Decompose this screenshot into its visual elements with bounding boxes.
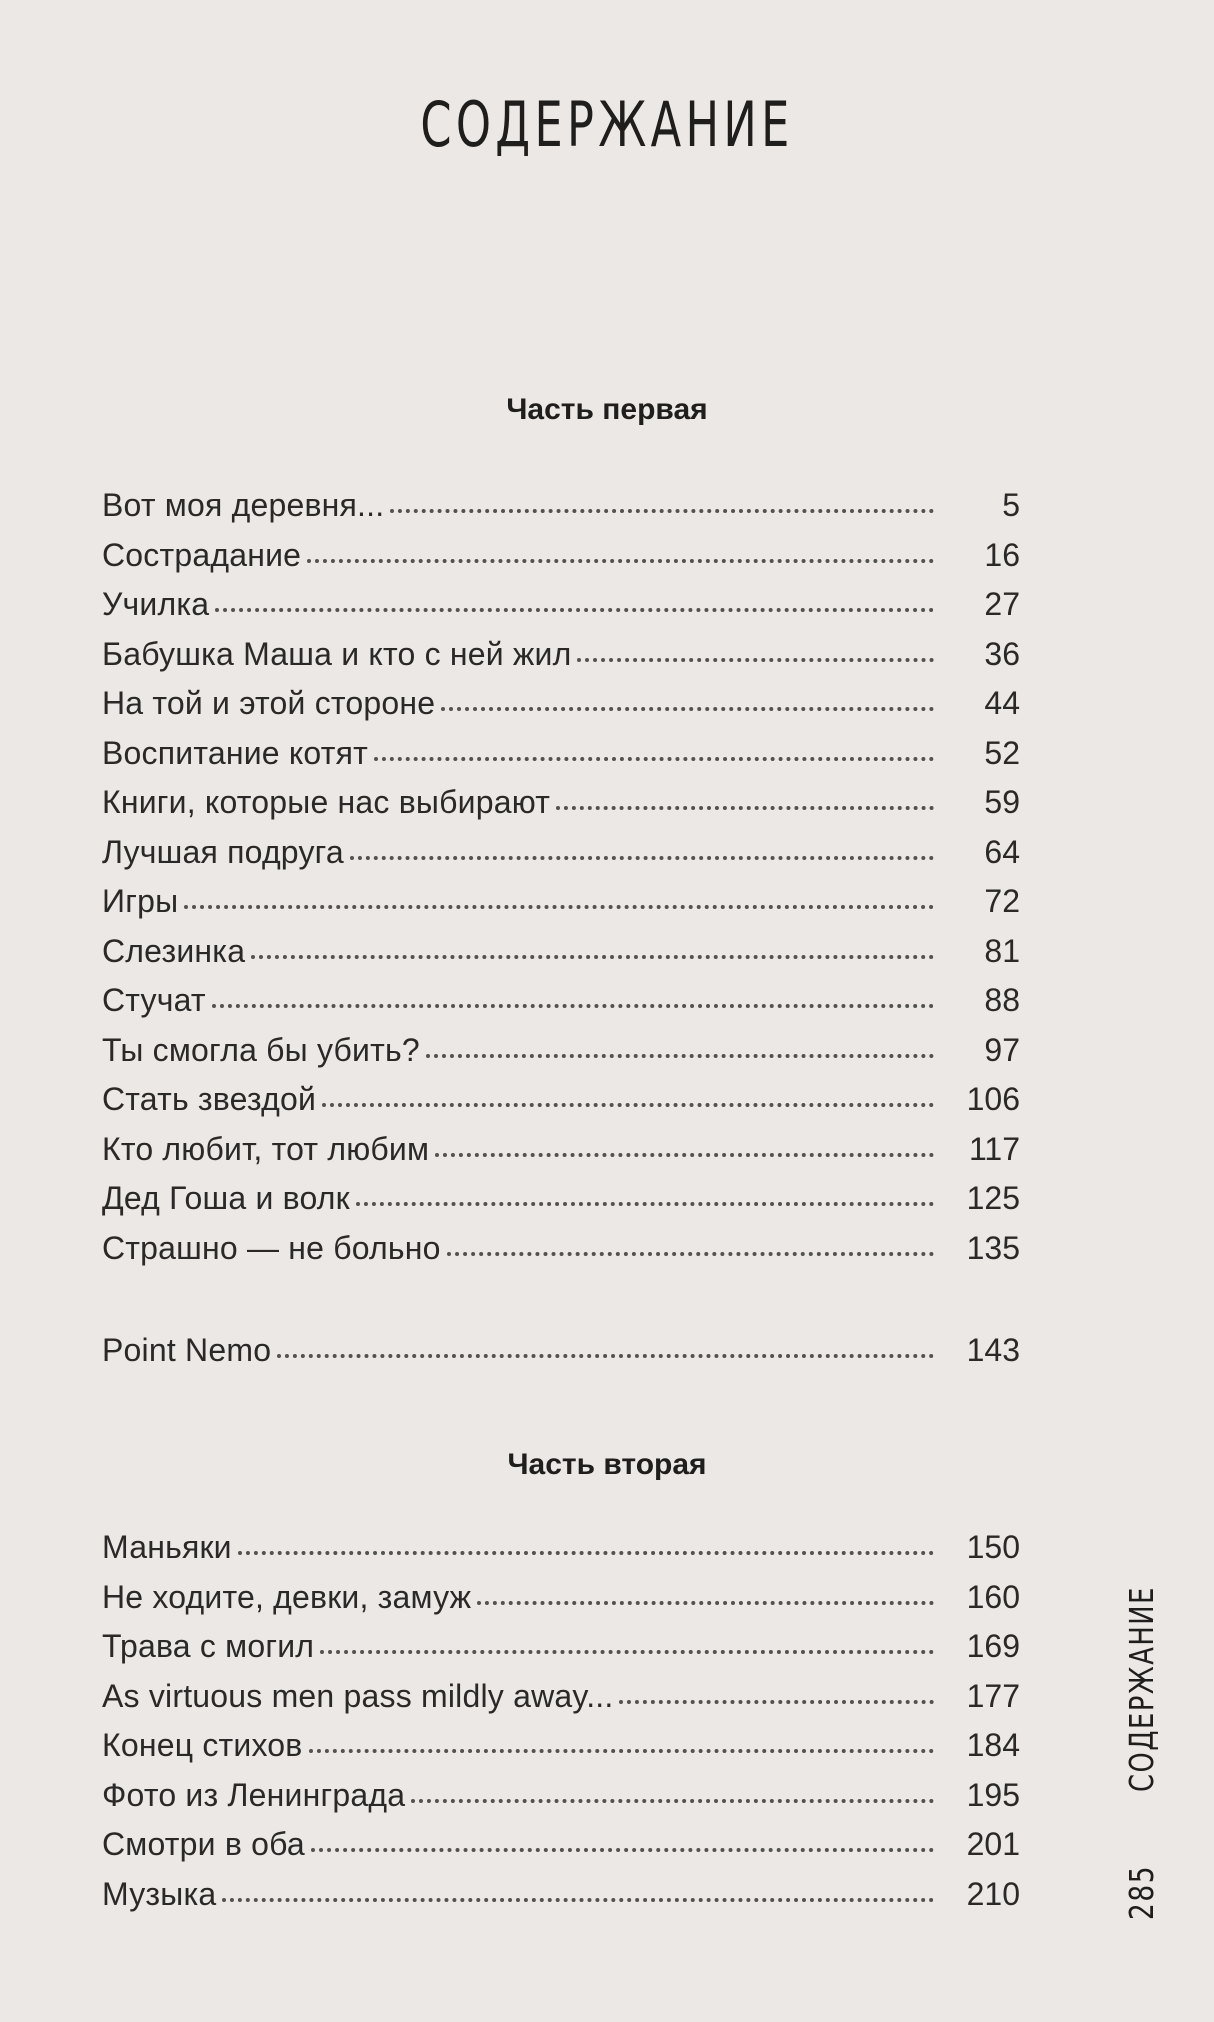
toc-entry[interactable]: [102, 1870, 1020, 1920]
toc-entry-title: Лучшая подруга: [102, 833, 344, 870]
toc-entry-title: As virtuous men pass mildly away...: [102, 1677, 614, 1714]
toc-entry[interactable]: [102, 630, 1020, 680]
page-title: СОДЕРЖАНИЕ: [420, 88, 794, 161]
toc-entry-title: Конец стихов: [102, 1727, 303, 1763]
toc-entry[interactable]: [102, 976, 1020, 1026]
toc-entry[interactable]: [102, 1224, 1020, 1274]
dot-leader: [320, 1640, 934, 1654]
toc-entry-page: 27: [984, 586, 1020, 622]
toc-entry-page: 88: [984, 982, 1020, 1018]
dot-leader: [577, 648, 934, 662]
dot-leader: [411, 1789, 934, 1803]
dot-leader: [356, 1192, 934, 1206]
dot-leader: [222, 1888, 934, 1902]
toc-entry-page: 16: [984, 536, 1020, 573]
toc-entry-page: 135: [966, 1229, 1020, 1266]
toc-entry[interactable]: [102, 1771, 1020, 1821]
toc-entry-title: Смотри в оба: [102, 1826, 305, 1862]
part-two-heading: Часть вторая: [507, 1448, 707, 1481]
toc-entry-title: Не ходите, девки, замуж: [102, 1578, 472, 1615]
toc-entry-title: Сострадание: [102, 536, 302, 573]
toc-entry[interactable]: [102, 1026, 1020, 1076]
dot-leader: [309, 1739, 935, 1753]
dot-leader: [251, 945, 934, 959]
toc-entry[interactable]: [102, 679, 1020, 729]
toc-entry-page: 201: [966, 1826, 1020, 1862]
toc-entry-page: 36: [984, 635, 1020, 672]
dot-leader: [390, 499, 934, 513]
toc-entry-page: 160: [966, 1578, 1020, 1615]
toc-entry[interactable]: [102, 1820, 1020, 1870]
toc-entry[interactable]: [102, 1523, 1020, 1573]
toc-entry-page: 125: [966, 1180, 1020, 1216]
toc-entry[interactable]: [102, 1573, 1020, 1623]
toc-entry-title: Дед Гоша и волк: [102, 1180, 350, 1216]
toc-entry-page: 81: [984, 932, 1020, 969]
toc-entry-title: Музыка: [102, 1875, 217, 1912]
dot-leader: [238, 1541, 934, 1555]
dot-leader: [307, 549, 934, 563]
toc-entry[interactable]: [102, 1174, 1020, 1224]
dot-leader: [322, 1093, 934, 1107]
running-header: [1114, 1578, 1161, 1878]
toc-entry[interactable]: [102, 1075, 1020, 1125]
toc-entry-title: Стать звездой: [102, 1081, 317, 1117]
toc-entry[interactable]: [102, 1326, 1020, 1376]
dot-leader: [350, 846, 934, 860]
toc-entry[interactable]: [102, 531, 1020, 581]
toc-entry-title: Игры: [102, 883, 179, 919]
toc-entry-title: Кто любит, тот любим: [102, 1130, 430, 1167]
toc-entry-title: Вот моя деревня...: [102, 487, 385, 523]
toc-entry-page: 59: [984, 784, 1020, 820]
toc-entry-page: 143: [966, 1332, 1020, 1368]
toc-entry-page: 44: [984, 685, 1020, 721]
toc-entry-title: Стучат: [102, 982, 206, 1018]
toc-entry-page: 169: [966, 1628, 1020, 1664]
toc-entry-title: Ты смогла бы убить?: [102, 1031, 420, 1068]
toc-entry-title: Бабушка Маша и кто с ней жил: [102, 635, 572, 672]
part-one-heading: Часть первая: [506, 393, 708, 426]
toc-entry[interactable]: [102, 580, 1020, 630]
toc-entry[interactable]: [102, 481, 1020, 531]
toc-interlude: [102, 1326, 1020, 1376]
page-number: [1116, 1842, 1161, 1922]
toc-entry-title: Страшно — не больно: [102, 1229, 441, 1266]
toc-entry-page: 72: [984, 883, 1020, 919]
toc-entry[interactable]: [102, 1622, 1020, 1672]
dot-leader: [441, 697, 934, 711]
toc-entry[interactable]: [102, 729, 1020, 779]
toc-entry-page: 117: [968, 1130, 1020, 1167]
toc-entry-page: 177: [966, 1677, 1020, 1714]
toc-entry-title: Училка: [102, 586, 210, 622]
toc-entry[interactable]: [102, 778, 1020, 828]
dot-leader: [619, 1690, 934, 1704]
toc-entry-page: 150: [966, 1529, 1020, 1565]
toc-entry[interactable]: [102, 1125, 1020, 1175]
toc-entry-title: Книги, которые нас выбирают: [102, 784, 551, 820]
toc-entry[interactable]: [102, 1721, 1020, 1771]
toc-entry-title: Фото из Ленинграда: [102, 1776, 406, 1813]
page-number-text: 285: [1122, 1864, 1161, 1920]
toc-entry-page: 97: [984, 1031, 1020, 1068]
toc-part-one: [102, 481, 1020, 1273]
toc-part-two: [102, 1523, 1020, 1919]
dot-leader: [477, 1591, 934, 1605]
toc-entry-title: Воспитание котят: [102, 734, 368, 771]
toc-entry-page: 5: [1002, 487, 1020, 523]
dot-leader: [426, 1044, 934, 1058]
toc-entry[interactable]: [102, 1672, 1020, 1722]
dot-leader: [184, 895, 934, 909]
dot-leader: [447, 1242, 934, 1256]
toc-entry-page: 52: [984, 734, 1020, 771]
dot-leader: [311, 1838, 934, 1852]
dot-leader: [556, 796, 934, 810]
toc-entry-page: 184: [966, 1727, 1020, 1763]
dot-leader: [374, 747, 934, 761]
dot-leader: [435, 1143, 934, 1157]
dot-leader: [277, 1344, 934, 1358]
toc-entry-page: 210: [966, 1875, 1020, 1912]
running-header-text: СОДЕРЖАНИЕ: [1122, 1586, 1161, 1792]
toc-entry-title: Point Nemo: [102, 1332, 272, 1368]
dot-leader: [215, 598, 934, 612]
toc-entry-page: 64: [984, 833, 1020, 870]
toc-entry-title: Слезинка: [102, 932, 246, 969]
dot-leader: [212, 994, 934, 1008]
toc-entry-page: 106: [966, 1081, 1020, 1117]
toc-entry[interactable]: [102, 828, 1020, 878]
toc-entry-title: На той и этой стороне: [102, 685, 436, 721]
toc-entry[interactable]: [102, 927, 1020, 977]
toc-entry-title: Маньяки: [102, 1529, 232, 1565]
toc-entry-page: 195: [966, 1776, 1020, 1813]
toc-entry[interactable]: [102, 877, 1020, 927]
toc-entry-title: Трава с могил: [102, 1628, 315, 1664]
